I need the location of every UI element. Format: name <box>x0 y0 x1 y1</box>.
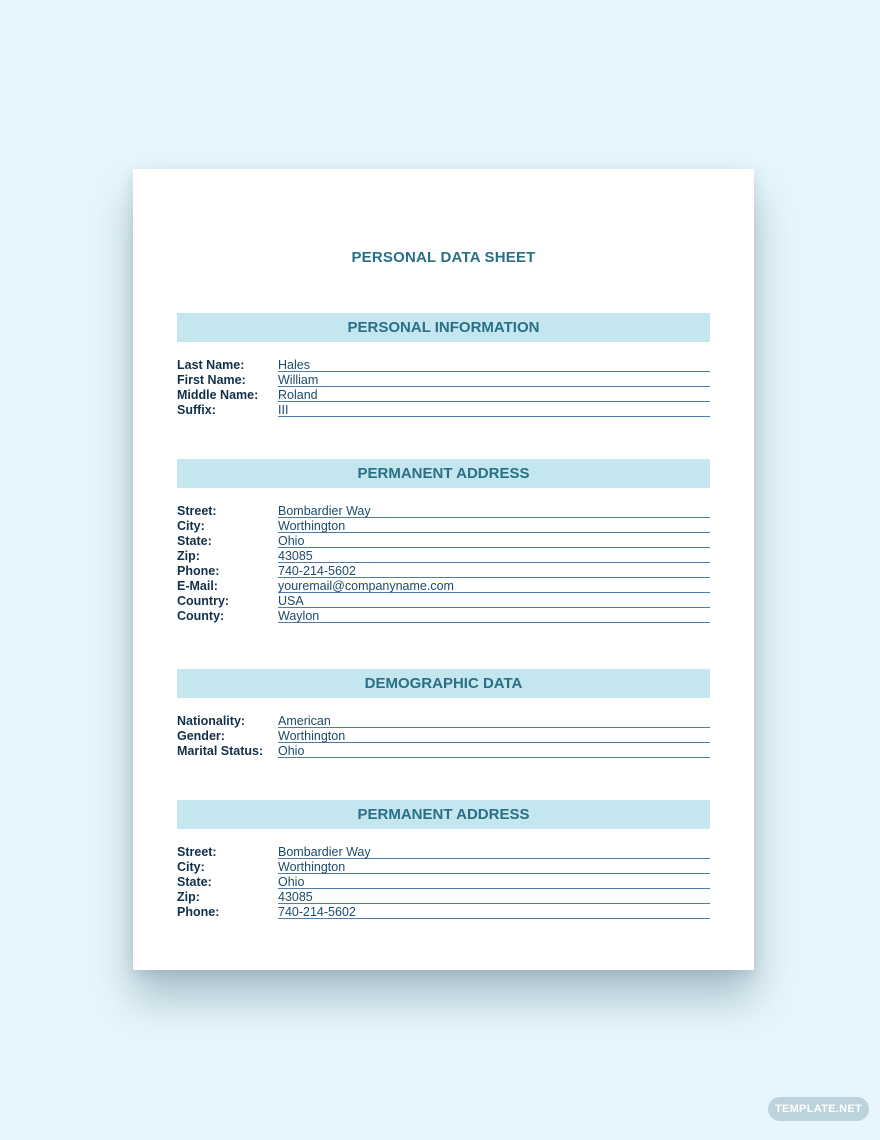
field-label: Gender: <box>177 729 225 743</box>
field-value[interactable]: Worthington <box>278 729 710 743</box>
field-value[interactable]: 740-214-5602 <box>278 905 710 919</box>
field-value[interactable]: Ohio <box>278 744 710 758</box>
field-value[interactable]: Worthington <box>278 519 710 533</box>
field-label: E-Mail: <box>177 579 218 593</box>
section-demographic-data <box>177 669 710 759</box>
field-label: Last Name: <box>177 358 245 372</box>
field-value[interactable]: Worthington <box>278 860 710 874</box>
field-row <box>177 504 710 519</box>
field-label: Street: <box>177 845 217 859</box>
field-value[interactable]: 43085 <box>278 890 710 904</box>
field-label: Street: <box>177 504 217 518</box>
field-value[interactable]: Bombardier Way <box>278 504 710 518</box>
section-header: DEMOGRAPHIC DATA <box>177 669 710 698</box>
field-label: Phone: <box>177 564 220 578</box>
field-label: County: <box>177 609 225 623</box>
document-title: PERSONAL DATA SHEET <box>351 249 536 266</box>
field-row <box>177 845 710 860</box>
section-header: PERMANENT ADDRESS <box>177 800 710 829</box>
section-personal-information <box>177 313 710 418</box>
field-row <box>177 388 710 403</box>
field-row <box>177 594 710 609</box>
field-row <box>177 373 710 388</box>
field-value[interactable]: William <box>278 373 710 387</box>
field-row <box>177 519 710 534</box>
field-label: Suffix: <box>177 403 216 417</box>
field-row <box>177 875 710 890</box>
field-value[interactable]: American <box>278 714 710 728</box>
field-row <box>177 905 710 920</box>
field-label: City: <box>177 519 205 533</box>
field-label: State: <box>177 875 212 889</box>
field-value[interactable]: Bombardier Way <box>278 845 710 859</box>
field-value[interactable]: Ohio <box>278 534 710 548</box>
field-label: First Name: <box>177 373 246 387</box>
field-label: Phone: <box>177 905 220 919</box>
document-page <box>133 169 754 970</box>
field-value[interactable]: Hales <box>278 358 710 372</box>
section-permanent-address-2 <box>177 800 710 920</box>
field-row <box>177 549 710 564</box>
field-value[interactable]: youremail@companyname.com <box>278 579 710 593</box>
field-row <box>177 890 710 905</box>
section-header: PERMANENT ADDRESS <box>177 459 710 488</box>
watermark-badge: TEMPLATE.NET <box>768 1097 869 1121</box>
field-value[interactable]: Waylon <box>278 609 710 623</box>
field-label: Zip: <box>177 890 200 904</box>
field-label: Middle Name: <box>177 388 259 402</box>
field-row <box>177 860 710 875</box>
section-permanent-address <box>177 459 710 624</box>
field-value[interactable]: III <box>278 403 710 417</box>
field-value[interactable]: Ohio <box>278 875 710 889</box>
field-label: Nationality: <box>177 714 246 728</box>
field-value[interactable]: 740-214-5602 <box>278 564 710 578</box>
field-label: Zip: <box>177 549 200 563</box>
field-label: City: <box>177 860 205 874</box>
field-row <box>177 579 710 594</box>
field-row <box>177 564 710 579</box>
field-row <box>177 534 710 549</box>
field-value[interactable]: USA <box>278 594 710 608</box>
field-row <box>177 609 710 624</box>
field-row <box>177 403 710 418</box>
field-row <box>177 744 710 759</box>
section-header: PERSONAL INFORMATION <box>177 313 710 342</box>
field-label: Marital Status: <box>177 744 264 758</box>
field-value[interactable]: Roland <box>278 388 710 402</box>
field-label: State: <box>177 534 212 548</box>
field-value[interactable]: 43085 <box>278 549 710 563</box>
field-row <box>177 729 710 744</box>
field-row <box>177 714 710 729</box>
field-row <box>177 358 710 373</box>
field-label: Country: <box>177 594 230 608</box>
